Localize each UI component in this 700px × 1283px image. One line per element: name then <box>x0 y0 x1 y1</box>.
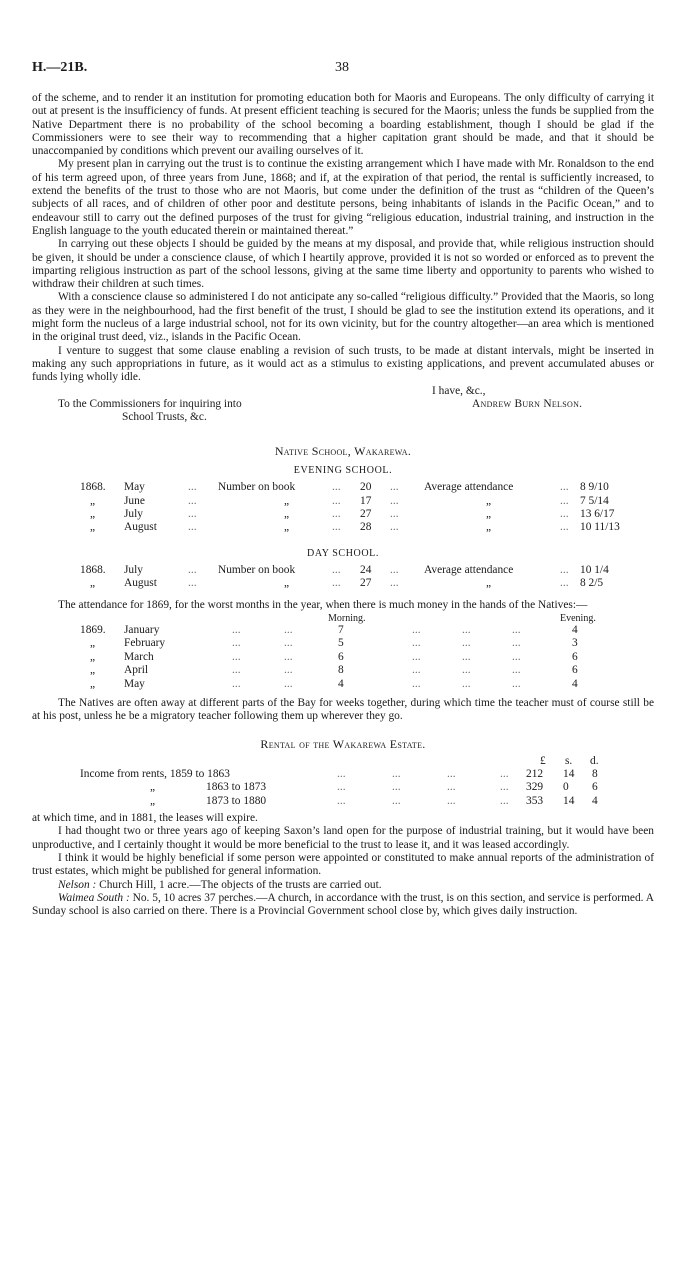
column-header: Morning. <box>328 613 366 625</box>
leader-dots: ... <box>462 637 471 650</box>
table-row <box>32 495 654 508</box>
month-cell: August <box>124 577 157 590</box>
leader-dots: ... <box>462 624 471 637</box>
year-cell: „ <box>90 664 96 677</box>
leader-dots: ... <box>232 677 241 690</box>
rental-table <box>32 768 654 808</box>
month-cell: June <box>124 494 145 507</box>
addressee-line: School Trusts, &c. <box>122 410 207 423</box>
table-subheading: EVENING SCHOOL. <box>293 464 393 476</box>
leader-dots: ... <box>337 794 346 807</box>
shillings-cell: 14 <box>563 767 575 780</box>
table-header-row <box>32 755 654 768</box>
shillings-cell: 14 <box>563 794 575 807</box>
leader-dots: ... <box>332 521 341 534</box>
month-cell: March <box>124 650 154 663</box>
column-header: s. <box>565 754 573 767</box>
leader-dots: ... <box>332 494 341 507</box>
paragraph: I venture to suggest that some clause enabling a revision of such trusts, to be made at distant intervals, might be inserted in making any such appropriations in future, as it would act as a stimulus to existing applications, and prevent accumulated abuses or funds lying wholly idle. <box>32 344 654 384</box>
morning-cell: 6 <box>338 650 344 663</box>
label-cell: Number on book <box>218 563 296 576</box>
section-title: Native School, Wakarewa. <box>274 443 412 458</box>
month-cell: January <box>124 624 160 637</box>
leader-dots: ... <box>337 767 346 780</box>
leader-dots: ... <box>560 563 569 576</box>
table-row <box>32 664 654 677</box>
paragraph: of the scheme, and to render it an institution for promoting education both for Maoris and Europeans. The only difficulty of carrying it out at present is the insufficiency of funds. At present efficient teaching is secured for the Maoris; unless the funds be supplied from the Native Department there is no probability of the school becoming a boarding establishment, though I should be glad if the Commissioners were to see their way to recommending that a higher capitation grant should be made, and that it should be unaccompanied by conditions which prevent our availing ourselves of it. <box>32 92 654 158</box>
evening-cell: 6 <box>572 650 578 663</box>
leader-dots: ... <box>560 481 569 494</box>
leader-dots: ... <box>284 650 293 663</box>
year-cell: „ <box>90 637 96 650</box>
month-cell: May <box>124 481 145 494</box>
leader-dots: ... <box>392 781 401 794</box>
month-cell: July <box>124 563 143 576</box>
attendance-label-cell: „ <box>486 577 492 590</box>
number-cell: 20 <box>360 481 372 494</box>
table-row <box>32 678 654 691</box>
leader-dots: ... <box>500 781 509 794</box>
attendance-label-cell: „ <box>486 507 492 520</box>
leader-dots: ... <box>284 664 293 677</box>
trust-entry <box>32 892 654 919</box>
leader-dots: ... <box>447 767 456 780</box>
leader-dots: ... <box>232 624 241 637</box>
attendance-table <box>32 624 654 691</box>
evening-cell: 4 <box>572 624 578 637</box>
morning-cell: 8 <box>338 664 344 677</box>
leader-dots: ... <box>392 767 401 780</box>
average-cell: 7 5/14 <box>580 494 609 507</box>
average-cell: 8 9/10 <box>580 481 609 494</box>
document-reference: H.—21B. <box>32 60 88 75</box>
leader-dots: ... <box>560 521 569 534</box>
leader-dots: ... <box>390 563 399 576</box>
year-cell: „ <box>90 507 96 520</box>
period-cell: 1873 to 1880 <box>206 794 267 807</box>
table-row <box>32 481 654 494</box>
trust-description: Church Hill, 1 acre.—The objects of the trusts are carried out. <box>96 878 382 891</box>
trust-name: Waimea South : <box>58 891 130 904</box>
label-cell: „ <box>284 521 290 534</box>
table-row <box>32 564 654 577</box>
leader-dots: ... <box>390 507 399 520</box>
table-row <box>32 651 654 664</box>
paragraph: With a conscience clause so administered I do not anticipate any so-called “religious difficulty.” Provided that the Maoris, so long as they were in the neighbourhood, had the first benefit of the trust, I should be glad to see the institution extend its operations, and it might form the nucleus of a large industrial school, not for its own vicinity, but for the country altogether—an area which is mentioned in the original trust deed, viz., islands in the Pacific Ocean. <box>32 291 654 344</box>
month-cell: February <box>124 637 166 650</box>
trust-description: No. 5, 10 acres 37 perches.—A church, in accordance with the trust, is on this section, and service is performed. A Sunday school is also carried on there. There is a Provincial Government school close by, which gives daily instruction. <box>32 891 654 918</box>
number-cell: 28 <box>360 521 372 534</box>
pounds-cell: 212 <box>526 767 544 780</box>
leader-dots: ... <box>500 794 509 807</box>
paragraph: I had thought two or three years ago of keeping Saxon’s land open for the purpose of industrial training, but it would have been unproductive, and I certainly thought it would be more beneficial to the trust to lease it, and it was leased accordingly. <box>32 825 654 851</box>
number-cell: 27 <box>360 507 372 520</box>
leader-dots: ... <box>462 664 471 677</box>
leader-dots: ... <box>392 794 401 807</box>
label-cell: „ <box>284 494 290 507</box>
leader-dots: ... <box>188 481 197 494</box>
month-cell: July <box>124 507 143 520</box>
year-cell: „ <box>90 494 96 507</box>
leader-dots: ... <box>188 521 197 534</box>
attendance-label-cell: „ <box>486 494 492 507</box>
shillings-cell: 0 <box>563 781 569 794</box>
table-row <box>32 637 654 650</box>
leader-dots: ... <box>284 677 293 690</box>
month-cell: April <box>124 664 149 677</box>
leader-dots: ... <box>390 521 399 534</box>
page-header <box>32 60 654 82</box>
ditto-mark: „ <box>150 794 156 807</box>
leader-dots: ... <box>390 577 399 590</box>
average-cell: 8 2/5 <box>580 577 604 590</box>
number-cell: 17 <box>360 494 372 507</box>
leader-dots: ... <box>337 781 346 794</box>
leader-dots: ... <box>560 494 569 507</box>
leader-dots: ... <box>188 507 197 520</box>
ditto-mark: „ <box>150 781 156 794</box>
paragraph: I think it would be highly beneficial if some person were appointed or constituted to make annual reports of the administration of trust estates, which might be published for general information. <box>32 851 654 878</box>
leader-dots: ... <box>390 494 399 507</box>
period-cell: 1863 to 1873 <box>206 781 267 794</box>
period-cell: Income from rents, 1859 to 1863 <box>80 767 230 780</box>
attendance-label-cell: „ <box>486 521 492 534</box>
leader-dots: ... <box>332 481 341 494</box>
leader-dots: ... <box>332 563 341 576</box>
leader-dots: ... <box>188 577 197 590</box>
pence-cell: 4 <box>592 794 598 807</box>
average-cell: 13 6/17 <box>580 507 615 520</box>
pence-cell: 8 <box>592 767 598 780</box>
year-cell: „ <box>90 677 96 690</box>
leader-dots: ... <box>332 507 341 520</box>
evening-school-table <box>32 481 654 535</box>
leader-dots: ... <box>512 637 521 650</box>
leader-dots: ... <box>188 563 197 576</box>
leader-dots: ... <box>390 481 399 494</box>
paragraph: My present plan in carrying out the trust is to continue the existing arrangement which I have made with Mr. Ronaldson to the end of his term agreed upon, of three years from June, 1868; and if, at the expiration of that period, the rental is sufficiently increased, to extend the benefits of the trust to those who are not Maoris, but come under the definition of the trust as “children of the Queen’s subjects of all races, and of children of other poor and destitute persons, being inhabitants of islands in the Pacific Ocean,” and to endeavour still to carry out the defined purposes of the trust for giving “religious education, industrial training, and instruction in the English language to the youth educated therein or maintained thereat.” <box>32 158 654 237</box>
morning-cell: 7 <box>338 624 344 637</box>
evening-cell: 4 <box>572 677 578 690</box>
number-cell: 27 <box>360 577 372 590</box>
table-row <box>32 768 654 781</box>
signature: Andrew Burn Nelson. <box>472 397 583 410</box>
number-cell: 24 <box>360 563 372 576</box>
leader-dots: ... <box>284 624 293 637</box>
label-cell: „ <box>284 507 290 520</box>
column-header: Evening. <box>560 613 596 625</box>
table-row <box>32 521 654 534</box>
evening-cell: 3 <box>572 637 578 650</box>
leader-dots: ... <box>462 677 471 690</box>
closing: I have, &c., <box>432 384 486 397</box>
table-row <box>32 795 654 808</box>
section-title: Rental of the Wakarewa Estate. <box>260 736 426 751</box>
paragraph: at which time, and in 1881, the leases will expire. <box>32 812 258 825</box>
column-header: £ <box>540 754 546 767</box>
leader-dots: ... <box>412 677 421 690</box>
leader-dots: ... <box>232 664 241 677</box>
table-row <box>32 624 654 637</box>
leader-dots: ... <box>500 767 509 780</box>
month-cell: May <box>124 677 145 690</box>
leader-dots: ... <box>232 650 241 663</box>
leader-dots: ... <box>412 637 421 650</box>
leader-dots: ... <box>332 577 341 590</box>
leader-dots: ... <box>412 650 421 663</box>
attendance-label-cell: Average attendance <box>424 481 514 494</box>
morning-cell: 5 <box>338 637 344 650</box>
leader-dots: ... <box>447 781 456 794</box>
day-school-table <box>32 564 654 591</box>
leader-dots: ... <box>412 624 421 637</box>
leader-dots: ... <box>284 637 293 650</box>
paragraph: In carrying out these objects I should be guided by the means at my disposal, and provide that, while religious instruction should be given, it should be under a conscience clause, of which I heartily approve, provided it is not so worded or enforced as to prevent the imparting religious instruction as part of the school lessons, giving at the same time liberty and opportunity to parents who wished to withdraw their children at such times. <box>32 238 654 291</box>
pence-cell: 6 <box>592 781 598 794</box>
table-row <box>32 577 654 590</box>
leader-dots: ... <box>412 664 421 677</box>
label-cell: Number on book <box>218 481 296 494</box>
year-cell: 1869. <box>80 624 106 637</box>
page-number: 38 <box>335 60 349 75</box>
year-cell: „ <box>90 650 96 663</box>
leader-dots: ... <box>462 650 471 663</box>
attendance-label-cell: Average attendance <box>424 563 514 576</box>
leader-dots: ... <box>512 677 521 690</box>
letter-signoff <box>32 385 654 425</box>
leader-dots: ... <box>560 507 569 520</box>
leader-dots: ... <box>188 494 197 507</box>
trust-name: Nelson : <box>58 878 97 891</box>
pounds-cell: 353 <box>526 794 544 807</box>
table-header-row <box>32 612 654 624</box>
table-row <box>32 781 654 794</box>
year-cell: „ <box>90 577 96 590</box>
leader-dots: ... <box>512 664 521 677</box>
column-header: d. <box>590 754 599 767</box>
leader-dots: ... <box>512 624 521 637</box>
label-cell: „ <box>284 577 290 590</box>
leader-dots: ... <box>512 650 521 663</box>
morning-cell: 4 <box>338 677 344 690</box>
year-cell: 1868. <box>80 563 106 576</box>
leader-dots: ... <box>447 794 456 807</box>
average-cell: 10 1/4 <box>580 563 609 576</box>
table-row <box>32 508 654 521</box>
page-body <box>32 92 654 918</box>
table-subheading: DAY SCHOOL. <box>307 547 379 559</box>
trust-entry <box>32 879 654 892</box>
year-cell: 1868. <box>80 481 106 494</box>
month-cell: August <box>124 521 157 534</box>
leader-dots: ... <box>560 577 569 590</box>
pounds-cell: 329 <box>526 781 544 794</box>
leader-dots: ... <box>232 637 241 650</box>
addressee-line: To the Commissioners for inquiring into <box>58 397 242 410</box>
evening-cell: 6 <box>572 664 578 677</box>
average-cell: 10 11/13 <box>580 521 620 534</box>
year-cell: „ <box>90 521 96 534</box>
paragraph: The attendance for 1869, for the worst months in the year, when there is much money in the hands of the Natives:— <box>58 598 588 611</box>
paragraph: The Natives are often away at different parts of the Bay for weeks together, during which time the teacher must of course still be at his post, unless he be a migratory teacher following them up wherever they go. <box>32 697 654 723</box>
